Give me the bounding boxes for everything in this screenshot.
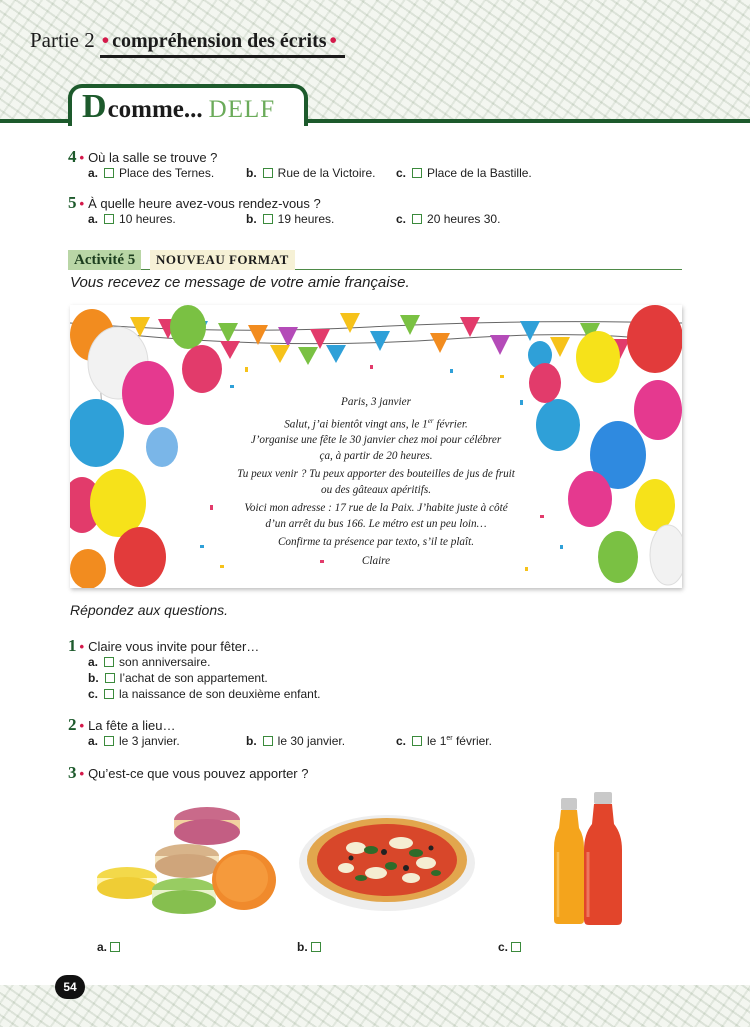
option-letter: c. bbox=[396, 166, 407, 180]
option-letter: b. bbox=[246, 734, 257, 748]
question-4 bbox=[68, 147, 217, 167]
option-text: Place de la Bastille. bbox=[427, 166, 532, 180]
message-text: Salut, j’ai bientôt vingt ans, le 1 bbox=[284, 418, 428, 431]
q3-option-c[interactable] bbox=[498, 940, 526, 954]
q3-option-b[interactable] bbox=[297, 940, 326, 954]
checkbox[interactable] bbox=[263, 214, 273, 224]
option-letter: b. bbox=[246, 212, 257, 226]
message-sup: er bbox=[427, 416, 434, 425]
option-text: Rue de la Victoire. bbox=[277, 166, 376, 180]
option-sup: er bbox=[446, 735, 453, 742]
option-text: le 3 janvier. bbox=[119, 734, 180, 748]
option-letter: c. bbox=[498, 940, 509, 954]
q5-option-b[interactable] bbox=[246, 212, 334, 226]
q2-option-a[interactable] bbox=[88, 734, 180, 748]
checkbox[interactable] bbox=[511, 942, 521, 952]
message-text: février. bbox=[433, 418, 468, 431]
message-text: J’organise une fête le 30 janvier chez moi pour célébrer bbox=[250, 433, 502, 446]
checkbox[interactable] bbox=[412, 168, 422, 178]
message-line: Confirme ta présence par texto, s’il te plaît. bbox=[277, 536, 475, 549]
part-heading bbox=[30, 28, 340, 53]
option-text: 19 heures. bbox=[277, 212, 335, 226]
section-letter: D bbox=[82, 88, 107, 125]
checkbox[interactable] bbox=[104, 657, 114, 667]
question-text: Claire vous invite pour fêter… bbox=[88, 639, 260, 654]
message-text: Tu peux venir ? Tu peux apporter des bouteilles de jus de fruit bbox=[237, 468, 515, 481]
option-letter: c. bbox=[88, 687, 99, 701]
message-text: Voici mon adresse : 17 rue de la Paix. J’habite juste à côté bbox=[244, 502, 508, 515]
checkbox[interactable] bbox=[104, 168, 114, 178]
page-number: 54 bbox=[55, 975, 85, 999]
part-title: compréhension des écrits bbox=[112, 30, 327, 52]
message-date: Paris, 3 janvier bbox=[341, 396, 411, 408]
option-text: février. bbox=[452, 734, 492, 748]
option-letter: a. bbox=[88, 734, 99, 748]
checkbox[interactable] bbox=[311, 942, 321, 952]
q1-option-b[interactable] bbox=[88, 671, 268, 685]
section-tab-delf bbox=[68, 84, 308, 126]
option-text: son anniversaire. bbox=[119, 655, 211, 669]
bullet-dot: • bbox=[79, 639, 85, 654]
message-signature: Claire bbox=[361, 555, 391, 568]
bullet-dot: • bbox=[79, 718, 85, 733]
message-text: d’un arrêt du bus 166. Le métro est un peu loin… bbox=[265, 517, 487, 530]
option-text: l’achat de son appartement. bbox=[119, 671, 268, 685]
checkbox[interactable] bbox=[110, 942, 120, 952]
message-line bbox=[220, 501, 532, 532]
option-letter: a. bbox=[97, 940, 108, 954]
option-text: le 30 janvier. bbox=[277, 734, 346, 748]
q2-option-b[interactable] bbox=[246, 734, 345, 748]
bullet-dot: • bbox=[79, 766, 85, 781]
message-text: ou des gâteaux apéritifs. bbox=[321, 483, 431, 496]
option-letter: c. bbox=[396, 212, 407, 226]
answer-instruction: Répondez aux questions. bbox=[70, 602, 228, 618]
option-letter: b. bbox=[88, 671, 99, 685]
q4-option-a[interactable] bbox=[88, 166, 214, 180]
question-number: 3 bbox=[68, 763, 77, 782]
bullet-dot: • bbox=[101, 28, 110, 52]
section-exam: DELF bbox=[208, 96, 276, 123]
bullet-dot: • bbox=[79, 196, 85, 211]
question-1 bbox=[68, 636, 259, 656]
question-text: La fête a lieu… bbox=[88, 718, 176, 733]
option-text: 20 heures 30. bbox=[427, 212, 501, 226]
checkbox[interactable] bbox=[412, 736, 422, 746]
part-label: Partie 2 bbox=[30, 28, 95, 52]
question-2 bbox=[68, 715, 176, 735]
message-line bbox=[220, 414, 532, 465]
q1-option-a[interactable] bbox=[88, 655, 210, 669]
message-line bbox=[220, 467, 532, 498]
question-number: 1 bbox=[68, 636, 77, 655]
activity-instruction: Vous recevez ce message de votre amie française. bbox=[70, 274, 410, 291]
part-title-underline bbox=[100, 55, 345, 58]
option-letter: a. bbox=[88, 212, 99, 226]
question-number: 5 bbox=[68, 193, 77, 212]
option-letter: b. bbox=[246, 166, 257, 180]
checkbox[interactable] bbox=[263, 168, 273, 178]
invitation-message bbox=[220, 395, 532, 573]
q5-option-c[interactable] bbox=[396, 212, 500, 226]
checkbox[interactable] bbox=[104, 736, 114, 746]
macarons-image bbox=[92, 798, 282, 923]
question-number: 4 bbox=[68, 147, 77, 166]
option-text: 10 heures. bbox=[119, 212, 176, 226]
question-5 bbox=[68, 193, 321, 213]
checkbox[interactable] bbox=[105, 673, 115, 683]
option-letter: c. bbox=[396, 734, 407, 748]
footer-pattern-band bbox=[0, 985, 750, 1027]
bullet-dot: • bbox=[79, 150, 85, 165]
section-word: comme... bbox=[107, 96, 203, 123]
q4-option-c[interactable] bbox=[396, 166, 532, 180]
checkbox[interactable] bbox=[104, 689, 114, 699]
q2-option-c[interactable] bbox=[396, 734, 492, 748]
q3-option-a[interactable] bbox=[97, 940, 125, 954]
q4-option-b[interactable] bbox=[246, 166, 376, 180]
option-letter: b. bbox=[297, 940, 308, 954]
checkbox[interactable] bbox=[104, 214, 114, 224]
option-text: Place des Ternes. bbox=[119, 166, 215, 180]
checkbox[interactable] bbox=[412, 214, 422, 224]
checkbox[interactable] bbox=[263, 736, 273, 746]
q5-option-a[interactable] bbox=[88, 212, 176, 226]
activity-label: Activité 5 bbox=[68, 250, 141, 270]
option-letter: a. bbox=[88, 655, 99, 669]
option-text: le 1 bbox=[427, 734, 447, 748]
juice-bottles-image bbox=[548, 792, 630, 926]
pizza-image bbox=[296, 808, 478, 914]
message-text: ça, à partir de 20 heures. bbox=[319, 449, 433, 462]
question-number: 2 bbox=[68, 715, 77, 734]
question-text: Qu’est-ce que vous pouvez apporter ? bbox=[88, 766, 309, 781]
question-text: À quelle heure avez-vous rendez-vous ? bbox=[88, 196, 321, 211]
option-text: la naissance de son deuxième enfant. bbox=[119, 687, 321, 701]
q1-option-c[interactable] bbox=[88, 687, 320, 701]
bullet-dot: • bbox=[329, 28, 337, 52]
activity-tag: NOUVEAU FORMAT bbox=[150, 250, 295, 270]
question-3 bbox=[68, 763, 308, 783]
option-letter: a. bbox=[88, 166, 99, 180]
invitation-card bbox=[70, 305, 682, 588]
question-text: Où la salle se trouve ? bbox=[88, 150, 218, 165]
